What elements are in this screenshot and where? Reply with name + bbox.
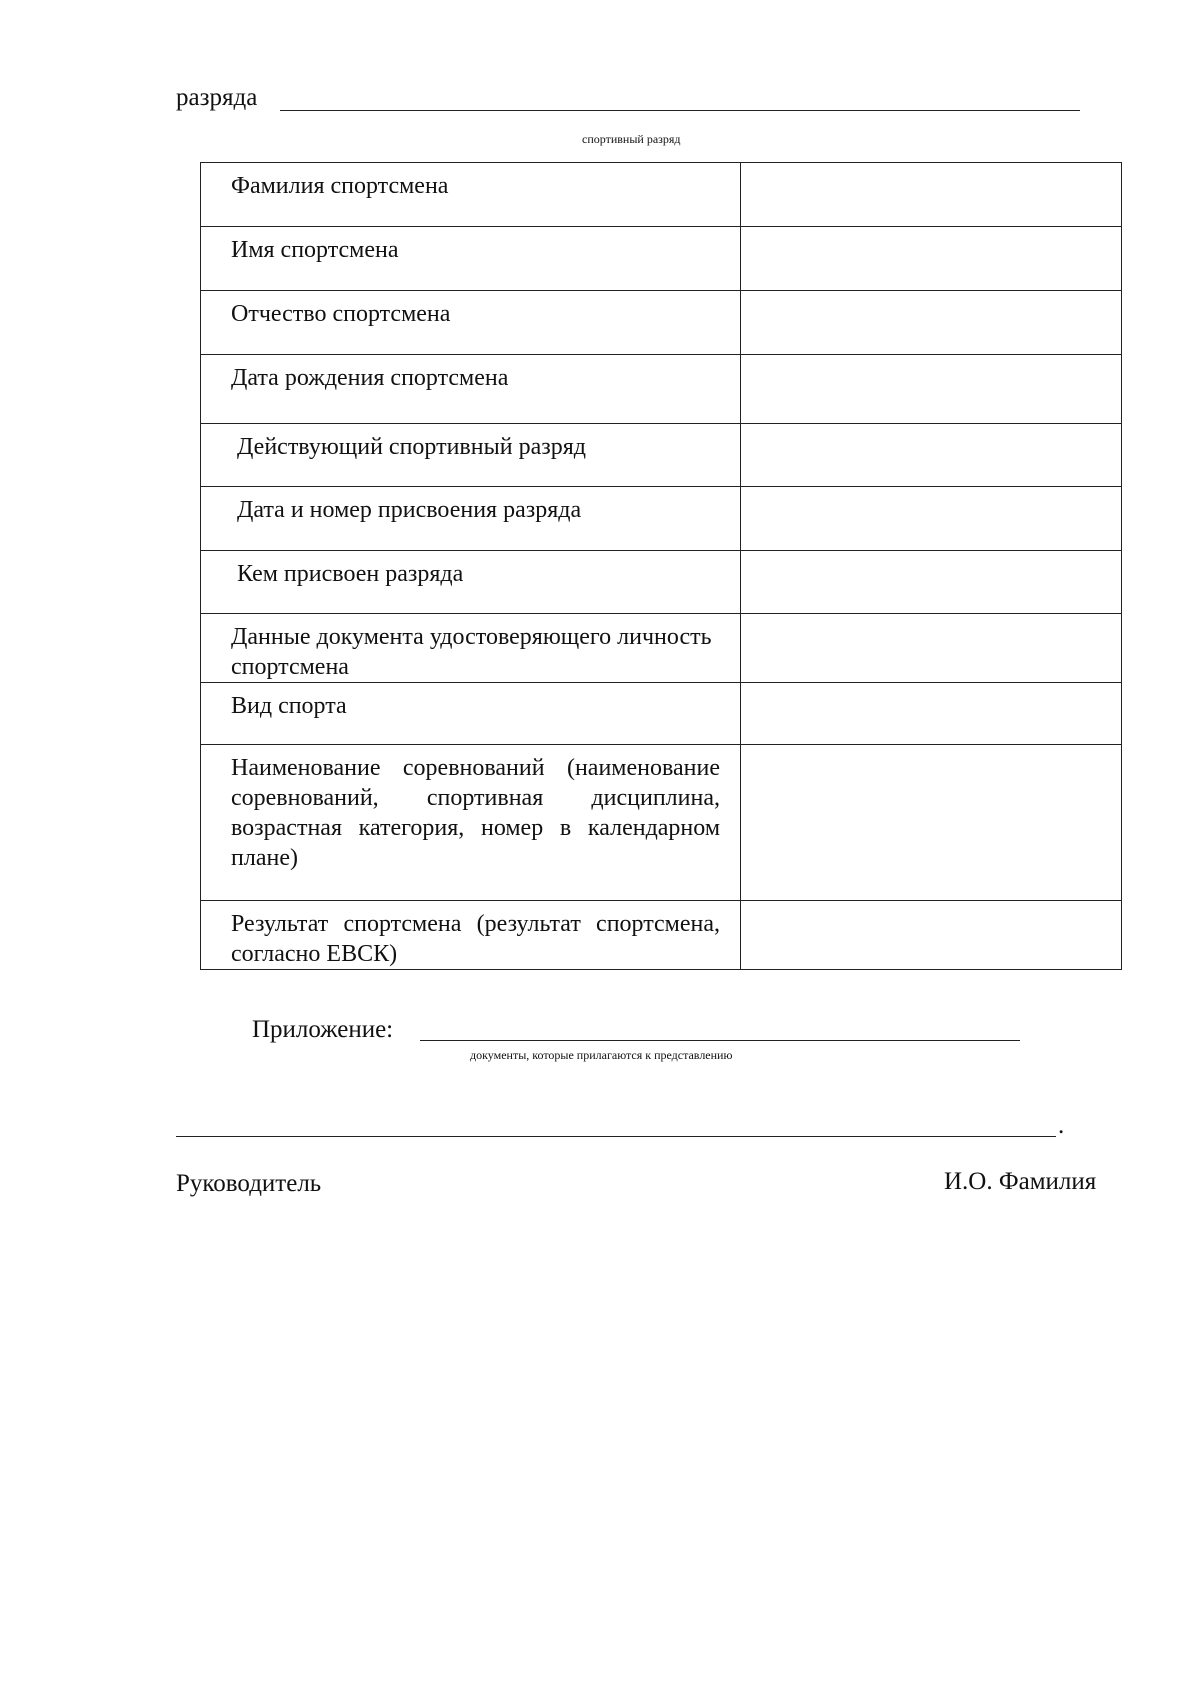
attachment-label: Приложение: xyxy=(252,1016,394,1043)
attachment-field[interactable] xyxy=(420,1040,1020,1041)
row-value-result[interactable] xyxy=(741,901,1122,970)
attachment-continuation-field[interactable] xyxy=(176,1136,1056,1137)
table-row xyxy=(201,551,1122,614)
table-row xyxy=(201,683,1122,745)
table-row xyxy=(201,291,1122,355)
row-label-assigned-by: Кем присвоен разряда xyxy=(201,551,741,614)
row-value-competition[interactable] xyxy=(741,745,1122,901)
table-row xyxy=(201,355,1122,424)
row-label-result: Результат спортсмена (результат спортсмена, согласно ЕВСК) xyxy=(201,901,741,970)
table-row xyxy=(201,745,1122,901)
table-row xyxy=(201,424,1122,487)
row-value-assigned-by[interactable] xyxy=(741,551,1122,614)
header-prefix: разряда xyxy=(176,84,258,111)
row-label-surname: Фамилия спортсмена xyxy=(201,163,741,227)
table-row xyxy=(201,901,1122,970)
row-label-competition: Наименование соревнований (наименование соревнований, спортивная дисциплина, возрастная категория, номер в календарном плане) xyxy=(201,745,741,901)
row-label-sport: Вид спорта xyxy=(201,683,741,745)
attachment-caption: документы, которые прилагаются к представлению xyxy=(470,1048,733,1062)
table-row xyxy=(201,163,1122,227)
table-row xyxy=(201,487,1122,551)
row-value-surname[interactable] xyxy=(741,163,1122,227)
row-label-rank-date-number: Дата и номер присвоения разряда xyxy=(201,487,741,551)
row-value-rank-date-number[interactable] xyxy=(741,487,1122,551)
signatory-name: И.О. Фамилия xyxy=(944,1168,1097,1195)
row-value-birthdate[interactable] xyxy=(741,355,1122,424)
signatory-role: Руководитель xyxy=(176,1170,322,1197)
row-label-patronymic: Отчество спортсмена xyxy=(201,291,741,355)
row-label-id-document: Данные документа удостоверяющего личность спортсмена xyxy=(201,614,741,683)
row-label-name: Имя спортсмена xyxy=(201,227,741,291)
row-value-patronymic[interactable] xyxy=(741,291,1122,355)
row-value-current-rank[interactable] xyxy=(741,424,1122,487)
row-label-current-rank: Действующий спортивный разряд xyxy=(201,424,741,487)
trailing-period: . xyxy=(1058,1112,1065,1139)
row-label-birthdate: Дата рождения спортсмена xyxy=(201,355,741,424)
table-row xyxy=(201,614,1122,683)
row-value-id-document[interactable] xyxy=(741,614,1122,683)
sport-rank-field[interactable] xyxy=(280,110,1080,111)
row-value-name[interactable] xyxy=(741,227,1122,291)
athlete-data-table xyxy=(200,162,1122,970)
row-value-sport[interactable] xyxy=(741,683,1122,745)
table-row xyxy=(201,227,1122,291)
header-caption: спортивный разряд xyxy=(582,132,681,146)
